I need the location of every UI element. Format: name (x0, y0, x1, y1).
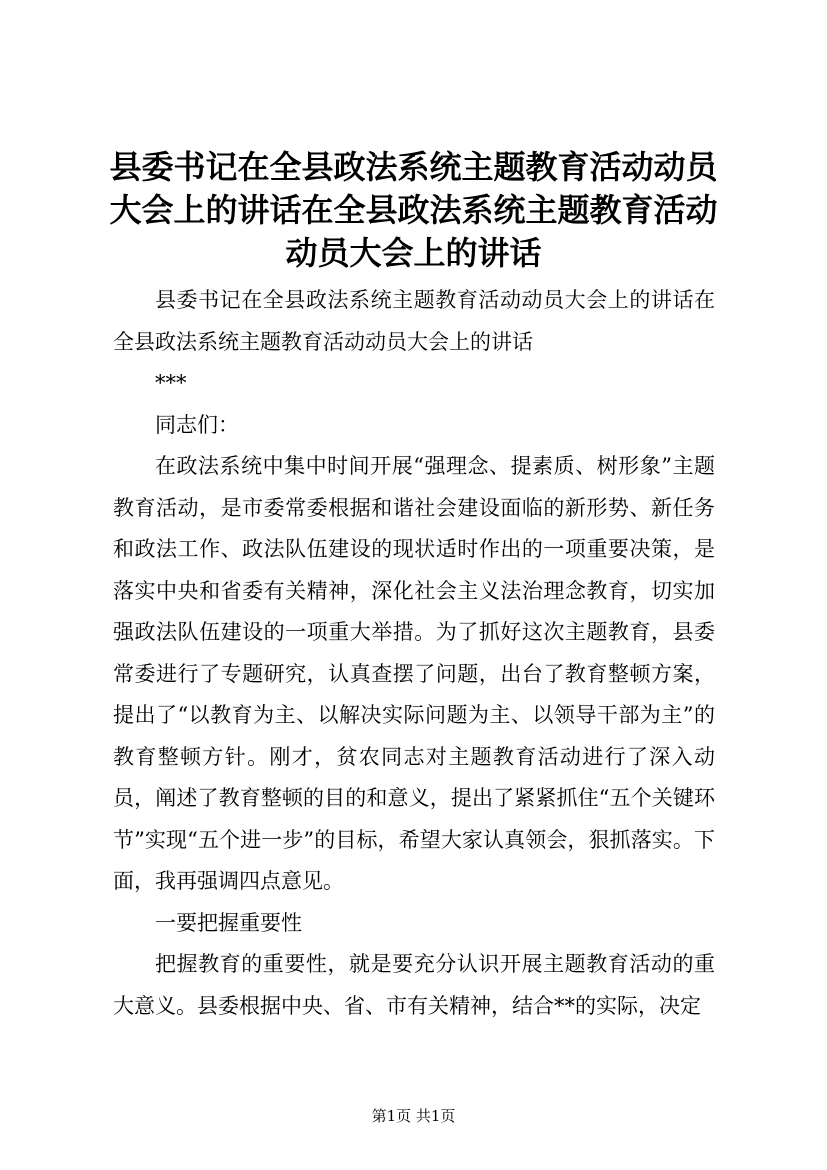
body-paragraph: 把握教育的重要性，就是要充分认识开展主题教育活动的重大意义。县委根据中央、省、市有关精神，结合**的实际，决定 (113, 952, 715, 1018)
document-title: 县委书记在全县政法系统主题教育活动动员大会上的讲话在全县政法系统主题教育活动动员大会上的讲话 (109, 148, 718, 272)
salutation: 同志们： (155, 412, 239, 437)
section-heading: 一要把握重要性 (155, 910, 302, 935)
body-paragraph: 在政法系统中集中时间开展“强理念、提素质、树形象”主题教育活动，是市委常委根据和谐社会建设面临的新形势、新任务和政法工作、政法队伍建设的现状适时作出的一项重要决策，是落实中央和省委有关精神，深化社会主义法治理念教育，切实加强政法队伍建设的一项重大举措。为了抓好这次主题教育，县委常委进行了专题研究，认真查摆了问题，出台了教育整顿方案，提出了“以教育为主、以解决实际问题为主、以领导干部为主”的教育整顿方针。刚才，贫农同志对主题教育活动进行了深入动员，阐述了教育整顿的目的和意义，提出了紧紧抓住“五个关键环节”实现“五个进一步”的目标，希望大家认真领会，狠抓落实。下面，我再强调四点意见。 (113, 454, 715, 893)
intro-paragraph: 县委书记在全县政法系统主题教育活动动员大会上的讲话在全县政法系统主题教育活动动员大会上的讲话 (113, 288, 715, 354)
document-body (113, 280, 715, 1027)
page-number: 第1页 共1页 (371, 1107, 456, 1125)
author-placeholder: *** (155, 371, 187, 395)
